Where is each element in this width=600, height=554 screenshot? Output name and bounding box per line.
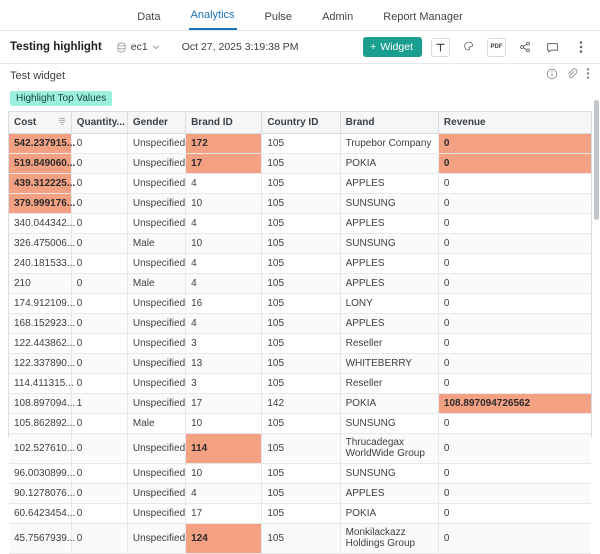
table-cell: Unspecified bbox=[127, 393, 185, 413]
table-cell: 4 bbox=[186, 213, 262, 233]
table-row[interactable] bbox=[9, 393, 591, 413]
table-cell: 0 bbox=[438, 523, 591, 553]
table-cell: 105 bbox=[262, 373, 340, 393]
add-widget-label: Widget bbox=[380, 41, 413, 53]
table-cell: APPLES bbox=[340, 483, 438, 503]
table-cell: 0 bbox=[71, 173, 127, 193]
table-cell: 105 bbox=[262, 273, 340, 293]
table-cell: 240.181533... bbox=[9, 253, 71, 273]
table-cell: 3 bbox=[186, 373, 262, 393]
table-cell: 0 bbox=[71, 273, 127, 293]
table-cell: 10 bbox=[186, 413, 262, 433]
table-cell: APPLES bbox=[340, 313, 438, 333]
highlight-tag[interactable]: Highlight Top Values bbox=[10, 91, 112, 106]
paint-format-icon[interactable] bbox=[459, 38, 478, 57]
table-cell: 105 bbox=[262, 413, 340, 433]
attachment-icon[interactable] bbox=[566, 67, 578, 85]
column-header-brand-id[interactable]: Brand ID bbox=[186, 112, 262, 133]
dashboard-header bbox=[0, 31, 600, 64]
table-cell: 0 bbox=[438, 373, 591, 393]
table-cell: 379.999176... bbox=[9, 193, 71, 213]
widget-header bbox=[0, 64, 600, 88]
nav-item-admin[interactable]: Admin bbox=[322, 11, 354, 23]
table-cell: 105 bbox=[262, 213, 340, 233]
datasource-label: ec1 bbox=[130, 41, 148, 53]
table-cell: 0 bbox=[438, 253, 591, 273]
widget-menu-icon[interactable] bbox=[586, 67, 590, 85]
table-cell: Trupebor Company bbox=[340, 133, 438, 153]
table-cell: 122.443862... bbox=[9, 333, 71, 353]
table-cell: SUNSUNG bbox=[340, 193, 438, 213]
table-cell: 0 bbox=[438, 133, 591, 153]
scrollbar-thumb[interactable] bbox=[594, 100, 599, 220]
table-cell: 0 bbox=[71, 333, 127, 353]
table-cell: 0 bbox=[71, 153, 127, 173]
table-cell: 105 bbox=[262, 523, 340, 553]
table-cell: 105 bbox=[262, 463, 340, 483]
header-actions bbox=[363, 37, 590, 57]
table-cell: Unspecified bbox=[127, 153, 185, 173]
table-cell: 0 bbox=[71, 313, 127, 333]
table-cell: Unspecified bbox=[127, 333, 185, 353]
table-cell: 105 bbox=[262, 353, 340, 373]
table-cell: 4 bbox=[186, 313, 262, 333]
text-widget-icon[interactable] bbox=[431, 38, 450, 57]
nav-item-analytics[interactable]: Analytics bbox=[189, 9, 237, 30]
column-header-cost[interactable] bbox=[9, 112, 71, 133]
table-cell: Monkilackazz Holdings Group bbox=[340, 523, 438, 553]
table-cell: 105 bbox=[262, 433, 340, 463]
table-cell: 0 bbox=[71, 523, 127, 553]
sort-icon[interactable] bbox=[58, 117, 66, 129]
table-cell: 0 bbox=[438, 273, 591, 293]
table-cell: 0 bbox=[71, 133, 127, 153]
table-cell: 114.411315... bbox=[9, 373, 71, 393]
table-cell: POKIA bbox=[340, 503, 438, 523]
table-cell: Unspecified bbox=[127, 433, 185, 463]
add-widget-button[interactable] bbox=[363, 37, 422, 57]
table-cell: 105 bbox=[262, 133, 340, 153]
table-cell: 105.862892... bbox=[9, 413, 71, 433]
info-icon[interactable] bbox=[546, 67, 558, 85]
data-table-container[interactable] bbox=[8, 111, 592, 549]
date-range-label[interactable]: Oct 27, 2025 3:19:38 PM bbox=[181, 41, 299, 53]
table-cell: Unspecified bbox=[127, 483, 185, 503]
table-cell: 105 bbox=[262, 483, 340, 503]
table-cell: APPLES bbox=[340, 173, 438, 193]
table-cell: 16 bbox=[186, 293, 262, 313]
table-cell: Unspecified bbox=[127, 353, 185, 373]
table-cell: 0 bbox=[438, 293, 591, 313]
table-cell: Unspecified bbox=[127, 503, 185, 523]
table-cell: Reseller bbox=[340, 333, 438, 353]
table-cell: 17 bbox=[186, 153, 262, 173]
table-row[interactable] bbox=[9, 293, 591, 313]
table-cell: 17 bbox=[186, 393, 262, 413]
column-label: Cost bbox=[14, 116, 37, 128]
table-cell: Unspecified bbox=[127, 523, 185, 553]
table-cell: 439.312225... bbox=[9, 173, 71, 193]
table-cell: Male bbox=[127, 233, 185, 253]
table-cell: 542.237915... bbox=[9, 133, 71, 153]
table-cell: 0 bbox=[438, 463, 591, 483]
table-cell: 0 bbox=[71, 353, 127, 373]
table-cell: 4 bbox=[186, 273, 262, 293]
table-cell: WHITEBERRY bbox=[340, 353, 438, 373]
table-cell: APPLES bbox=[340, 213, 438, 233]
table-cell: 0 bbox=[438, 173, 591, 193]
table-cell: 0 bbox=[71, 463, 127, 483]
table-cell: 108.897094726562 bbox=[438, 393, 591, 413]
table-row[interactable] bbox=[9, 413, 591, 433]
widget-actions bbox=[546, 67, 590, 85]
table-cell: 4 bbox=[186, 173, 262, 193]
table-row[interactable] bbox=[9, 133, 591, 153]
table-row[interactable] bbox=[9, 373, 591, 393]
table-cell: 105 bbox=[262, 253, 340, 273]
table-cell: 105 bbox=[262, 153, 340, 173]
table-cell: 102.527610... bbox=[9, 433, 71, 463]
table-cell: 105 bbox=[262, 293, 340, 313]
table-vertical-scrollbar[interactable] bbox=[593, 96, 600, 424]
table-cell: 90.1278076... bbox=[9, 483, 71, 503]
highlight-tag-row bbox=[0, 88, 600, 111]
table-cell: 174.912109... bbox=[9, 293, 71, 313]
table-cell: 105 bbox=[262, 313, 340, 333]
table-cell: 0 bbox=[71, 413, 127, 433]
nav-item-data[interactable]: Data bbox=[137, 11, 161, 23]
table-cell: 0 bbox=[71, 233, 127, 253]
table-cell: 4 bbox=[186, 253, 262, 273]
table-cell: Unspecified bbox=[127, 193, 185, 213]
table-cell: Male bbox=[127, 413, 185, 433]
table-cell: 0 bbox=[438, 413, 591, 433]
table-cell: APPLES bbox=[340, 273, 438, 293]
table-row[interactable] bbox=[9, 313, 591, 333]
share-icon[interactable] bbox=[515, 38, 534, 57]
table-cell: 0 bbox=[71, 483, 127, 503]
table-cell: Unspecified bbox=[127, 253, 185, 273]
table-cell: 60.6423454... bbox=[9, 503, 71, 523]
table-cell: Unspecified bbox=[127, 313, 185, 333]
table-cell: 17 bbox=[186, 503, 262, 523]
table-cell: 10 bbox=[186, 193, 262, 213]
table-cell: 3 bbox=[186, 333, 262, 353]
table-cell: 10 bbox=[186, 233, 262, 253]
table-cell: 326.475006... bbox=[9, 233, 71, 253]
table-cell: SUNSUNG bbox=[340, 233, 438, 253]
table-row[interactable] bbox=[9, 213, 591, 233]
table-cell: 0 bbox=[438, 233, 591, 253]
table-cell: 0 bbox=[71, 253, 127, 273]
table-row[interactable] bbox=[9, 523, 591, 553]
table-cell: 172 bbox=[186, 133, 262, 153]
column-header-gender[interactable]: Gender bbox=[127, 112, 185, 133]
table-cell: SUNSUNG bbox=[340, 463, 438, 483]
table-cell: Male bbox=[127, 273, 185, 293]
table-cell: 105 bbox=[262, 193, 340, 213]
nav-item-report-manager[interactable]: Report Manager bbox=[383, 11, 463, 23]
table-cell: 13 bbox=[186, 353, 262, 373]
column-header-revenue[interactable]: Revenue bbox=[438, 112, 591, 133]
table-cell: Unspecified bbox=[127, 293, 185, 313]
table-cell: 0 bbox=[438, 433, 591, 463]
table-cell: Reseller bbox=[340, 373, 438, 393]
table-cell: Unspecified bbox=[127, 373, 185, 393]
main-navigation bbox=[0, 0, 600, 31]
plus-icon: + bbox=[370, 41, 377, 53]
table-cell: 0 bbox=[438, 483, 591, 503]
table-cell: 0 bbox=[438, 333, 591, 353]
table-row[interactable] bbox=[9, 483, 591, 503]
chevron-down-icon bbox=[152, 43, 160, 51]
table-cell: 10 bbox=[186, 463, 262, 483]
nav-item-pulse[interactable]: Pulse bbox=[264, 11, 293, 23]
table-cell: 0 bbox=[71, 193, 127, 213]
table-row[interactable] bbox=[9, 463, 591, 483]
column-header-quantity[interactable]: Quantity... bbox=[71, 112, 127, 133]
table-cell: 519.849060... bbox=[9, 153, 71, 173]
table-cell: POKIA bbox=[340, 393, 438, 413]
table-cell: 0 bbox=[438, 313, 591, 333]
table-cell: 0 bbox=[71, 373, 127, 393]
table-body bbox=[9, 133, 591, 553]
table-cell: 124 bbox=[186, 523, 262, 553]
table-row[interactable] bbox=[9, 253, 591, 273]
table-row[interactable] bbox=[9, 153, 591, 173]
table-cell: 0 bbox=[71, 433, 127, 463]
column-header-country-id[interactable]: Country ID bbox=[262, 112, 340, 133]
table-cell: 105 bbox=[262, 503, 340, 523]
table-cell: 4 bbox=[186, 483, 262, 503]
table-cell: Unspecified bbox=[127, 463, 185, 483]
table-row[interactable] bbox=[9, 173, 591, 193]
table-cell: 0 bbox=[438, 353, 591, 373]
table-cell: 0 bbox=[71, 503, 127, 523]
table-cell: 105 bbox=[262, 173, 340, 193]
table-cell: 0 bbox=[438, 193, 591, 213]
table-cell: Unspecified bbox=[127, 133, 185, 153]
table-cell: Unspecified bbox=[127, 213, 185, 233]
data-table bbox=[9, 112, 591, 554]
table-row[interactable] bbox=[9, 503, 591, 523]
table-header bbox=[9, 112, 591, 133]
table-cell: 0 bbox=[438, 153, 591, 173]
table-cell: 168.152923... bbox=[9, 313, 71, 333]
table-cell: 0 bbox=[438, 503, 591, 523]
table-cell: 0 bbox=[71, 293, 127, 313]
table-cell: 105 bbox=[262, 233, 340, 253]
widget-title[interactable]: Test widget bbox=[10, 70, 66, 82]
table-cell: 45.7567939... bbox=[9, 523, 71, 553]
database-icon bbox=[116, 42, 127, 53]
table-cell: 96.0030899... bbox=[9, 463, 71, 483]
table-row[interactable] bbox=[9, 433, 591, 463]
table-cell: 0 bbox=[71, 213, 127, 233]
table-row[interactable] bbox=[9, 193, 591, 213]
table-cell: 340.044342... bbox=[9, 213, 71, 233]
table-cell: SUNSUNG bbox=[340, 413, 438, 433]
pdf-export-icon[interactable]: PDF bbox=[487, 38, 506, 57]
table-row[interactable] bbox=[9, 233, 591, 253]
datasource-selector[interactable] bbox=[116, 41, 160, 53]
table-cell: Thrucadegax WorldWide Group bbox=[340, 433, 438, 463]
table-row[interactable] bbox=[9, 333, 591, 353]
comment-icon[interactable] bbox=[543, 38, 562, 57]
more-options-icon[interactable] bbox=[571, 38, 590, 57]
table-cell: 105 bbox=[262, 333, 340, 353]
table-cell: 114 bbox=[186, 433, 262, 463]
table-cell: 1 bbox=[71, 393, 127, 413]
table-cell: LONY bbox=[340, 293, 438, 313]
table-cell: 142 bbox=[262, 393, 340, 413]
table-row[interactable] bbox=[9, 273, 591, 293]
dashboard-title: Testing highlight bbox=[10, 41, 102, 53]
table-cell: 108.897094... bbox=[9, 393, 71, 413]
table-header-row bbox=[9, 112, 591, 133]
column-header-brand[interactable]: Brand bbox=[340, 112, 438, 133]
table-row[interactable] bbox=[9, 353, 591, 373]
table-cell: 210 bbox=[9, 273, 71, 293]
table-cell: APPLES bbox=[340, 253, 438, 273]
table-cell: 122.337890... bbox=[9, 353, 71, 373]
table-cell: Unspecified bbox=[127, 173, 185, 193]
table-cell: 0 bbox=[438, 213, 591, 233]
table-cell: POKIA bbox=[340, 153, 438, 173]
